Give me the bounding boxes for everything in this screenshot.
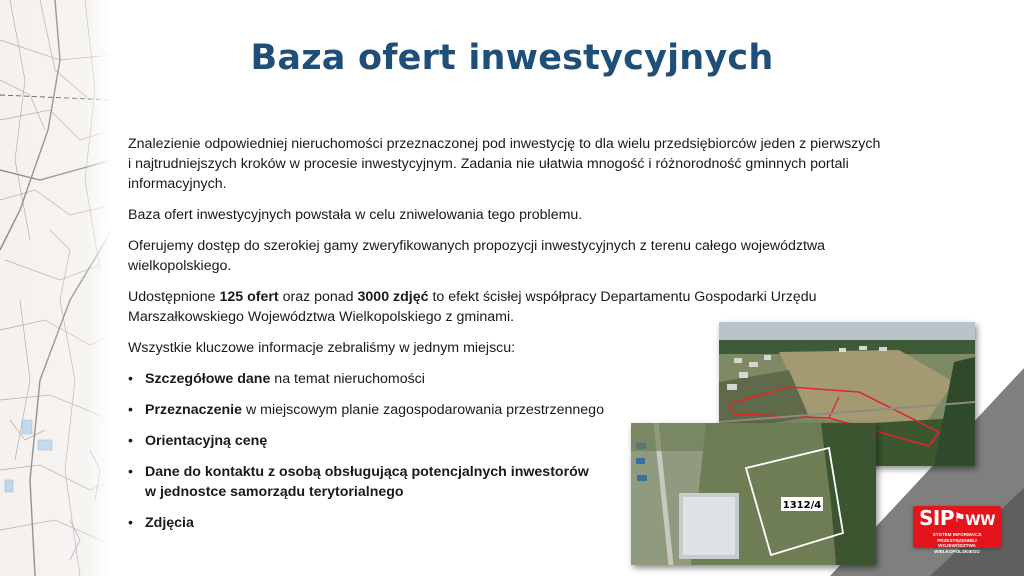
paragraph-summary: Wszystkie kluczowe informacje zebraliśmy w jednym miejscu: [128, 340, 516, 356]
sipww-logo [913, 506, 1001, 554]
intro-line-2: i najtrudniejszych kroków w procesie inwestycyjnym. Zadania nie ułatwia mnogość i różnorodność gminnych portali [128, 156, 849, 172]
intro-line-3: informacyjnych. [128, 176, 227, 192]
stats-line-2: Marszałkowskiego Województwa Wielkopolskiego z gminami. [128, 309, 515, 325]
map-background [0, 0, 112, 576]
list-item: • Zdjęcia [128, 513, 958, 533]
stats-text-c: to efekt ścisłej współpracy Departamentu Gospodarki Urzędu [428, 289, 817, 305]
parcel-label: 1312/4 [782, 500, 822, 511]
paragraph-offer [128, 236, 958, 276]
stats-offers-count: 125 ofert [219, 289, 279, 305]
logo-eagle-icon: ⚑ [954, 511, 966, 526]
page-title: Baza ofert inwestycyjnych [250, 38, 774, 78]
list-item: • Przeznaczenie w miejscowym planie zagospodarowania przestrzennego [128, 400, 958, 420]
offer-line-2: wielkopolskiego. [128, 258, 232, 274]
paragraph-intro [128, 134, 958, 194]
stats-photos-count: 3000 zdjęć [357, 289, 429, 305]
intro-line-1: Znalezienie odpowiedniej nieruchomości przeznaczonej pod inwestycję to dla wielu przedsiębiorców jeden z pierwszych [128, 136, 881, 152]
list-item: • Dane do kontaktu z osobą obsługującą potencjalnych inwestorów w jednostce samorządu terytorialnego [128, 462, 958, 502]
logo-subtitle: SYSTEM INFORMACJI PRZESTRZENNEJ WOJEWÓDZTWA WIELKOPOLSKIEGO [932, 532, 982, 554]
paragraph-stats [128, 287, 958, 327]
aerial-photo-parcel [631, 423, 876, 565]
stats-text-a: Udostępnione [128, 289, 220, 305]
list-item: • Orientacyjną cenę [128, 431, 958, 451]
offer-line-1: Oferujemy dostęp do szerokiej gamy zweryfikowanych propozycji inwestycyjnych z terenu całego województwa [128, 238, 826, 254]
list-item: • Szczegółowe dane na temat nieruchomości [128, 369, 958, 389]
paragraph-purpose: Baza ofert inwestycyjnych powstała w celu zniwelowania tego problemu. [128, 207, 583, 223]
logo-main-text: SIP⚑WW [919, 506, 996, 530]
stats-text-b: oraz ponad [278, 289, 358, 305]
